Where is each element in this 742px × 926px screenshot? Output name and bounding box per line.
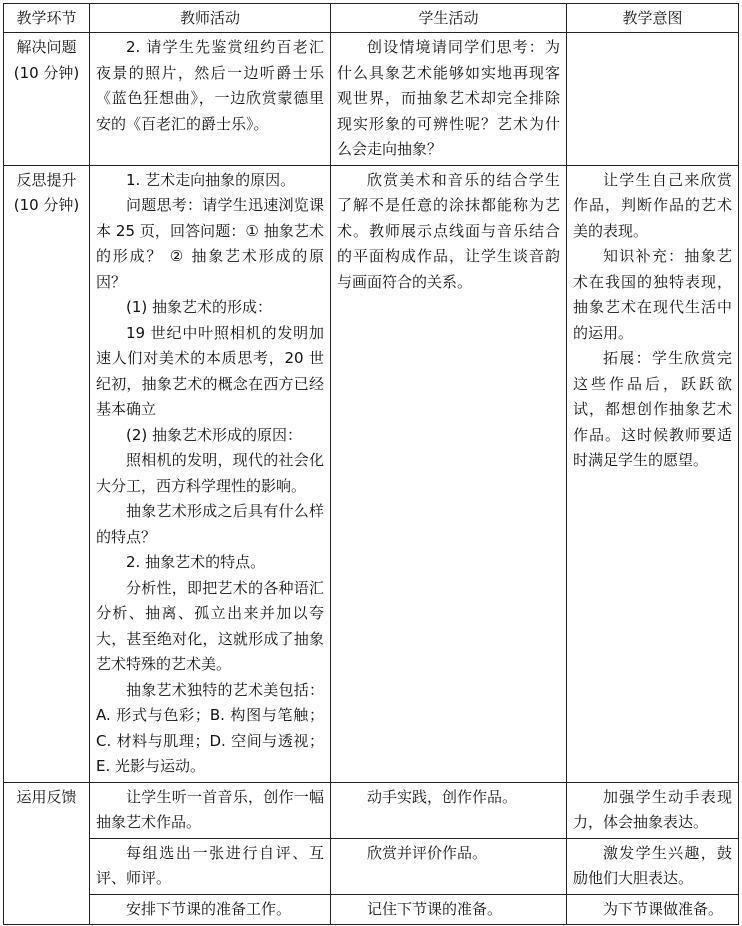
student-paragraph: 记住下节课的准备。 xyxy=(367,899,503,918)
teacher-paragraph: 抽象艺术形成之后具有什么样的特点？ xyxy=(96,502,324,546)
row-apply-3 xyxy=(4,894,739,925)
student-paragraph: 创设情境请同学们思考：为什么具象艺术能够如实地再现客观世界，而抽象艺术却完全排除现实形象的可辨性呢？艺术为什么会走向抽象？ xyxy=(337,38,560,158)
header-row xyxy=(4,4,739,33)
row-reflect xyxy=(4,165,739,782)
intent-cell-apply xyxy=(567,894,739,925)
student-cell-apply xyxy=(331,894,567,925)
teacher-paragraph: 照相机的发明，现代的社会化大分工，西方科学理性的影响。 xyxy=(96,451,324,495)
teacher-paragraph: 每组选出一张进行自评、互评、师评。 xyxy=(96,843,324,887)
lesson-plan-page xyxy=(3,3,738,925)
header-stage: 教学环节 xyxy=(4,4,90,33)
intent-paragraph: 为下节课做准备。 xyxy=(603,899,724,918)
teacher-cell-apply xyxy=(90,782,331,838)
stage-time: (10 分钟) xyxy=(13,63,80,82)
teacher-cell-solve xyxy=(90,33,331,166)
teacher-cell-apply xyxy=(90,894,331,925)
lesson-plan-table xyxy=(3,3,739,925)
row-apply-2 xyxy=(4,838,739,894)
student-cell-apply xyxy=(331,782,567,838)
intent-cell-apply xyxy=(567,838,739,894)
teacher-paragraph: 抽象艺术独特的艺术美包括：A. 形式与色彩；B. 构图与笔触；C. 材料与肌理；D. 空间与透视；E. 光影与运动。 xyxy=(96,680,324,775)
intent-paragraph: 让学生自己来欣赏作品，判断作品的艺术美的表现。 xyxy=(573,170,732,240)
stage-cell-solve xyxy=(4,33,90,166)
intent-paragraph: 加强学生动手表现力，体会抽象表达。 xyxy=(573,787,732,831)
intent-cell-solve xyxy=(567,33,739,166)
intent-paragraph: 激发学生兴趣，鼓励他们大胆表达。 xyxy=(573,843,732,887)
teacher-paragraph: 分析性，即把艺术的各种语汇分析、抽离、孤立出来并加以夸大，甚至绝对化，这就形成了抽象艺术特殊的艺术美。 xyxy=(96,578,324,673)
student-cell-solve xyxy=(331,33,567,166)
teacher-paragraph: 1. 艺术走向抽象的原因。 xyxy=(126,170,296,189)
student-paragraph: 欣赏并评价作品。 xyxy=(367,843,488,862)
intent-paragraph: 知识补充：抽象艺术在我国的独特表现，抽象艺术在现代生活中的运用。 xyxy=(573,247,732,342)
stage-label: 解决问题 xyxy=(16,38,77,56)
stage-time: (10 分钟) xyxy=(13,196,80,214)
stage-label: 反思提升 xyxy=(16,170,77,189)
student-paragraph: 动手实践，创作作品。 xyxy=(367,787,518,806)
intent-cell-apply xyxy=(567,782,739,838)
intent-paragraph: 拓展：学生欣赏完这些作品后，跃跃欲试，都想创作抽象艺术作品。这时候教师要适时满足学生的愿望。 xyxy=(573,349,732,469)
student-paragraph: 欣赏美术和音乐的结合学生了解不是任意的涂抹都能称为艺术。教师展示点线面与音乐结合的平面构成作品，让学生谈音韵与画面符合的关系。 xyxy=(337,170,560,291)
stage-cell-reflect xyxy=(4,165,90,782)
student-cell-reflect xyxy=(331,165,567,782)
teacher-paragraph: 让学生听一首音乐，创作一幅抽象艺术作品。 xyxy=(96,787,324,831)
header-intent: 教学意图 xyxy=(567,4,739,33)
stage-cell-apply xyxy=(4,782,90,925)
header-teacher: 教师活动 xyxy=(90,4,331,33)
teacher-cell-reflect xyxy=(90,165,331,782)
teacher-paragraph: 19 世纪中叶照相机的发明加速人们对美术的本质思考，20 世纪初，抽象艺术的概念在西方已经基本确立 xyxy=(96,323,324,418)
teacher-paragraph: 2. 抽象艺术的特点。 xyxy=(126,553,266,571)
row-apply-1 xyxy=(4,782,739,838)
stage-label: 运用反馈 xyxy=(16,787,77,806)
teacher-paragraph: (2) 抽象艺术形成的原因： xyxy=(126,425,303,444)
teacher-paragraph: 安排下节课的准备工作。 xyxy=(126,899,292,918)
intent-cell-reflect xyxy=(567,165,739,782)
student-cell-apply xyxy=(331,838,567,894)
teacher-paragraph: 2. 请学生先鉴赏纽约百老汇夜景的照片，然后一边听爵士乐《蓝色狂想曲》，一边欣赏蒙德里安的《百老汇的爵士乐》。 xyxy=(96,38,324,133)
teacher-cell-apply xyxy=(90,838,331,894)
teacher-paragraph: (1) 抽象艺术的形成： xyxy=(126,298,273,316)
teacher-paragraph: 问题思考：请学生迅速浏览课本 25 页，回答问题：① 抽象艺术的形成？ ② 抽象艺术形成的原因？ xyxy=(96,196,324,291)
header-student: 学生活动 xyxy=(331,4,567,33)
row-solve xyxy=(4,33,739,166)
